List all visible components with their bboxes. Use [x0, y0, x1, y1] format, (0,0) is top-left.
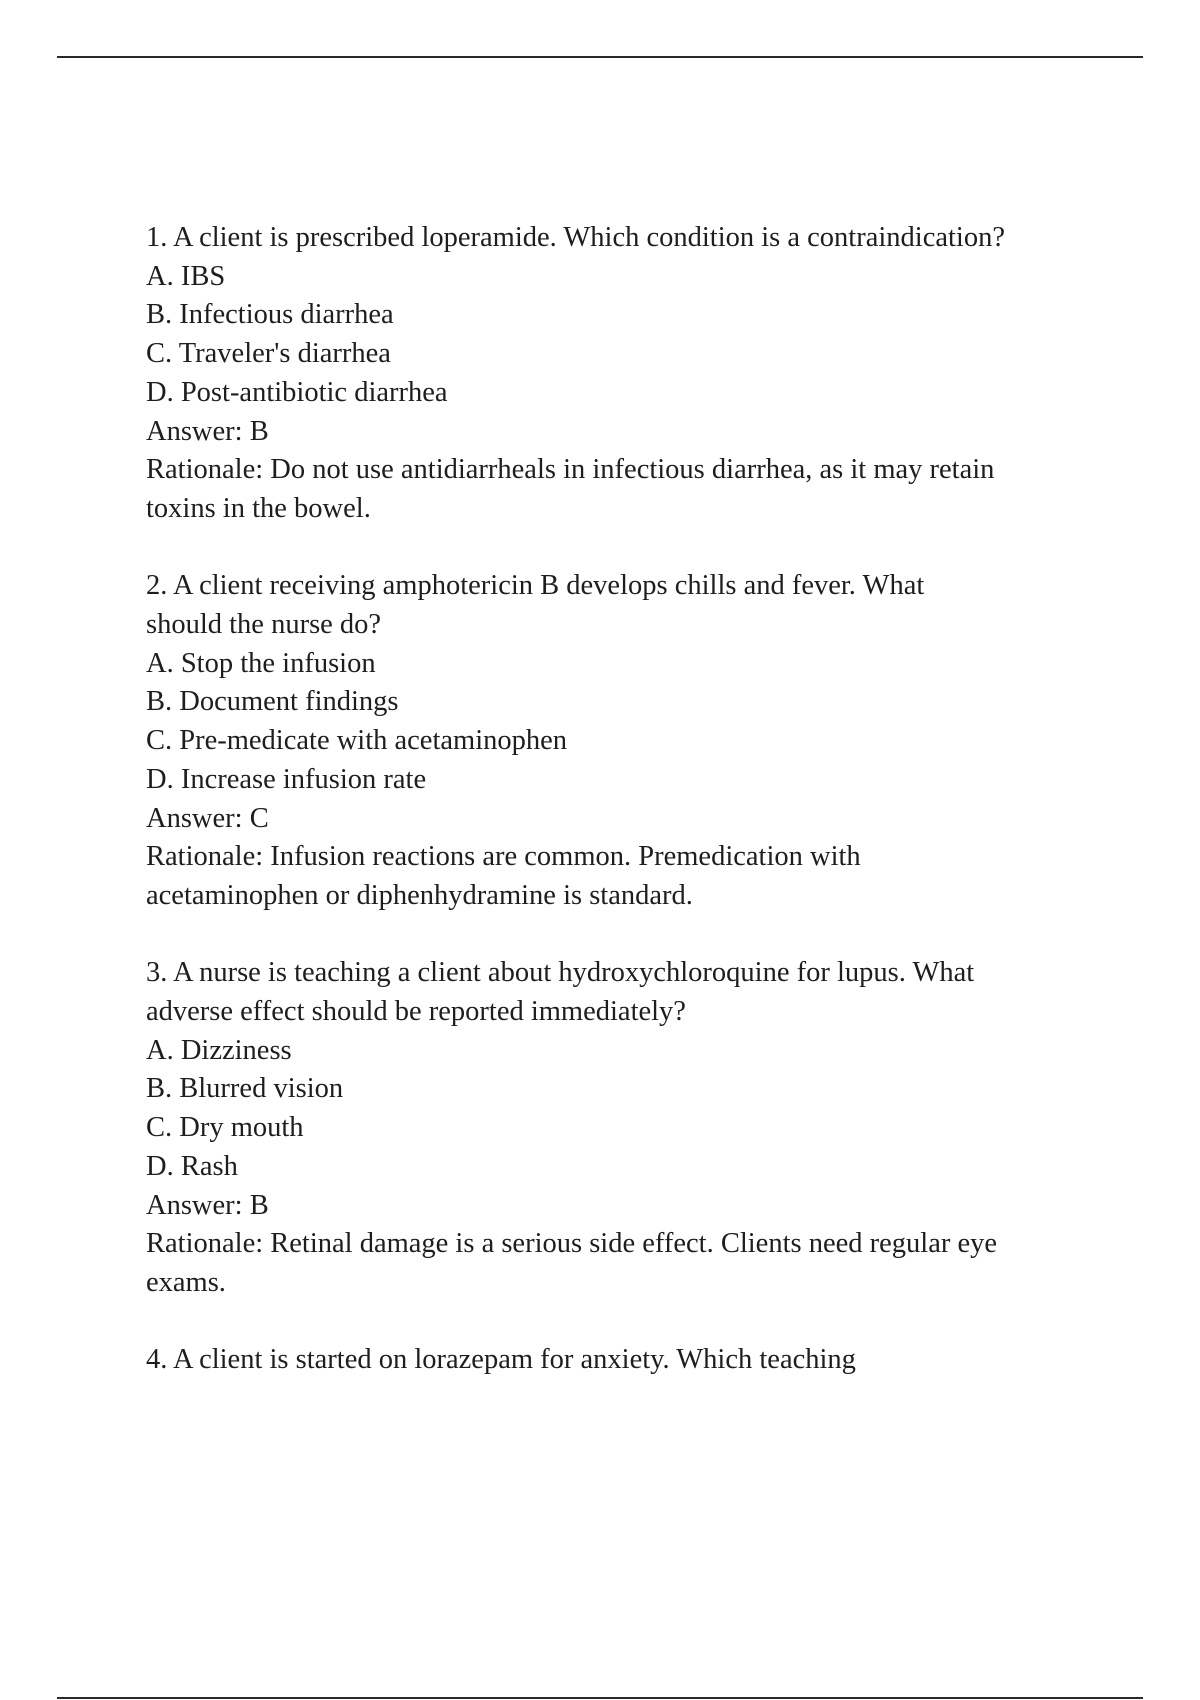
- option-b: B. Document findings: [146, 686, 399, 718]
- question-number: 2.: [146, 570, 168, 602]
- header-rule: [57, 56, 1143, 58]
- option-d: D. Increase infusion rate: [146, 763, 427, 795]
- option-b: B. Infectious diarrhea: [146, 299, 394, 331]
- question-number: 1.: [146, 222, 168, 253]
- option-c: C. Dry mouth: [146, 1112, 304, 1144]
- option-b: B. Blurred vision: [146, 1073, 344, 1105]
- footer-rule: [57, 1697, 1143, 1699]
- question-stem: 2. A client receiving amphotericin B develops chills and fever. What should the nurse do?: [146, 570, 925, 641]
- question-list: [146, 219, 1006, 1419]
- rationale: Rationale: Infusion reactions are common. Premedication with acetaminophen or diphenhydramine is standard.: [146, 841, 861, 911]
- option-a: A. Dizziness: [146, 1034, 292, 1066]
- option-d: D. Rash: [146, 1150, 238, 1182]
- answer: Answer: C: [146, 802, 269, 834]
- option-a: A. IBS: [146, 260, 226, 292]
- option-a: A. Stop the infusion: [146, 647, 376, 679]
- question-4: [146, 1341, 1006, 1380]
- question-2: [146, 567, 1006, 915]
- question-stem: 1. A client is prescribed loperamide. Which condition is a contraindication?: [146, 222, 1005, 253]
- question-stem: 4. A client is started on lorazepam for anxiety. Which teaching: [146, 1344, 856, 1376]
- option-d: D. Post-antibiotic diarrhea: [146, 376, 448, 408]
- question-number: 4.: [146, 1344, 168, 1376]
- option-c: C. Traveler's diarrhea: [146, 338, 391, 370]
- rationale: Rationale: Retinal damage is a serious side effect. Clients need regular eye exams.: [146, 1228, 998, 1298]
- rationale: Rationale: Do not use antidiarrheals in infectious diarrhea, as it may retain toxins in the bowel.: [146, 454, 995, 524]
- question-1: [146, 219, 1006, 529]
- option-c: C. Pre-medicate with acetaminophen: [146, 725, 568, 757]
- answer: Answer: B: [146, 415, 269, 447]
- question-3: [146, 954, 1006, 1302]
- question-number: 3.: [146, 957, 168, 989]
- answer: Answer: B: [146, 1189, 269, 1221]
- question-stem: 3. A nurse is teaching a client about hydroxychloroquine for lupus. What adverse effect should be reported immediately?: [146, 957, 975, 1028]
